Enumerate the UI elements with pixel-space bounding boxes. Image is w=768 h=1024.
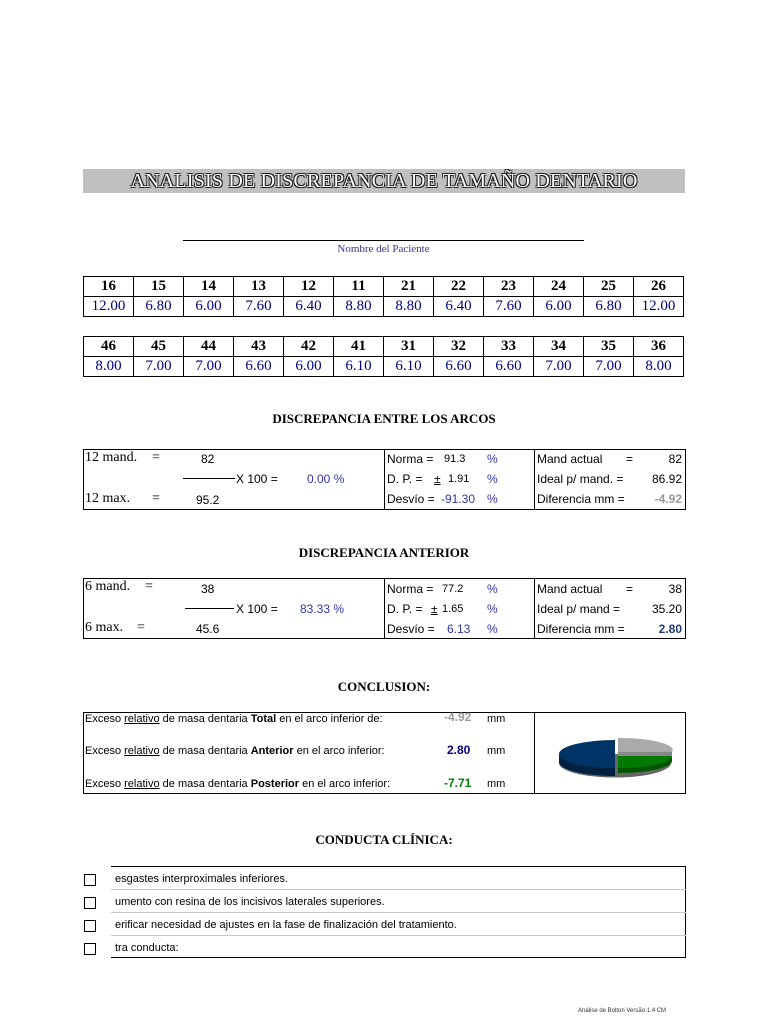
total-fraction-line (183, 478, 235, 479)
anterior-ideal-value: 35.20 (651, 602, 682, 616)
patient-name-line[interactable] (183, 240, 584, 241)
lower-tooth-number: 33 (484, 337, 534, 357)
upper-teeth-table (83, 276, 684, 317)
discrepancy-pie-graphic (555, 736, 675, 782)
total-mand-actual-label: Mand actual (537, 452, 603, 466)
lower-tooth-width: 6.60 (234, 357, 284, 377)
total-norma-value: 91.3 (444, 453, 466, 465)
lower-tooth-number: 36 (634, 337, 684, 357)
upper-tooth-width: 7.60 (234, 297, 284, 317)
upper-tooth-number: 13 (234, 277, 284, 297)
upper-tooth-number: 12 (284, 277, 334, 297)
upper-tooth-number: 25 (584, 277, 634, 297)
option-checkbox-1[interactable] (84, 874, 96, 886)
lower-tooth-width: 6.10 (384, 357, 434, 377)
anterior-dp-value: 1.65 (442, 603, 464, 615)
upper-tooth-width: 12.00 (634, 297, 684, 317)
option-label-4: tra conducta: (115, 942, 179, 954)
upper-tooth-width: 6.00 (184, 297, 234, 317)
total-divider-2 (534, 449, 535, 510)
option-label-2: umento con resina de los incisivos laterales superiores. (115, 896, 385, 908)
total-diff-label: Diferencia mm = (537, 492, 625, 506)
conducta-divider-3 (111, 935, 686, 936)
anterior-mand-actual-eq: = (626, 582, 634, 596)
lower-tooth-number: 34 (534, 337, 584, 357)
lower-tooth-width: 7.00 (534, 357, 584, 377)
lower-tooth-number: 32 (434, 337, 484, 357)
option-checkbox-2[interactable] (84, 897, 96, 909)
patient-name-label: Nombre del Paciente (337, 243, 430, 255)
total-ratio: 0.00 % (307, 472, 345, 486)
anterior-dp-pct: % (487, 602, 498, 616)
lower-tooth-number: 42 (284, 337, 334, 357)
anterior-dp-label: D. P. = (387, 602, 423, 616)
total-section-title: DISCREPANCIA ENTRE LOS ARCOS (272, 411, 496, 426)
lower-tooth-number: 46 (84, 337, 134, 357)
conclusion-row-anterior: Exceso relativo de masa dentaria Anterior en el arco inferior: (85, 745, 385, 757)
lower-tooth-number: 41 (334, 337, 384, 357)
upper-tooth-number: 23 (484, 277, 534, 297)
upper-tooth-width: 6.80 (584, 297, 634, 317)
upper-tooth-width: 8.80 (334, 297, 384, 317)
lower-tooth-number: 31 (384, 337, 434, 357)
lower-tooth-number: 44 (184, 337, 234, 357)
lower-teeth-table (83, 336, 684, 377)
total-mand-label: 12 mand. (85, 450, 138, 465)
lower-tooth-width: 7.00 (584, 357, 634, 377)
conducta-title: CONDUCTA CLÍNICA: (315, 832, 453, 847)
anterior-fraction-line (185, 608, 234, 609)
lower-tooth-width: 6.10 (334, 357, 384, 377)
total-dp-pm: ± (434, 472, 441, 486)
upper-tooth-number: 26 (634, 277, 684, 297)
upper-tooth-number: 14 (184, 277, 234, 297)
anterior-diff-value: 2.80 (658, 622, 682, 636)
upper-tooth-width: 12.00 (84, 297, 134, 317)
conclusion-row-total: Exceso relativo de masa dentaria Total en el arco inferior de: (85, 713, 383, 725)
anterior-ratio: 83.33 % (300, 602, 345, 616)
total-ideal-label: Ideal p/ mand. = (537, 472, 624, 486)
anterior-mand-eq: = (145, 579, 153, 594)
total-desvio-value: -91.30 (441, 492, 476, 506)
lower-tooth-width: 7.00 (134, 357, 184, 377)
conclusion-row-posterior: Exceso relativo de masa dentaria Posterior en el arco inferior: (85, 778, 391, 790)
upper-tooth-width: 6.40 (284, 297, 334, 317)
anterior-norma-label: Norma = (387, 582, 434, 596)
conclusion-posterior-value: -7.71 (444, 776, 472, 790)
upper-tooth-number: 21 (384, 277, 434, 297)
title-bar (83, 169, 685, 193)
conclusion-total-value: -4.92 (444, 710, 472, 724)
pie-slice-grey-side (618, 752, 672, 756)
option-label-3: erificar necesidad de ajustes en la fase de finalización del tratamiento. (115, 919, 457, 931)
total-desvio-label: Desvío = (387, 492, 435, 506)
upper-tooth-width: 6.80 (134, 297, 184, 317)
conducta-divider-2 (111, 912, 686, 913)
total-norma-label: Norma = (387, 452, 434, 466)
lower-tooth-number: 45 (134, 337, 184, 357)
pie-slice-grey (618, 738, 673, 752)
anterior-divider-2 (534, 578, 535, 639)
total-desvio-pct: % (487, 492, 498, 506)
anterior-mand-value: 38 (201, 582, 215, 596)
total-divider-1 (384, 449, 385, 510)
anterior-section-title: DISCREPANCIA ANTERIOR (298, 545, 470, 560)
conclusion-anterior-value: 2.80 (447, 743, 471, 757)
anterior-x100: X 100 = (236, 602, 278, 616)
lower-tooth-width: 7.00 (184, 357, 234, 377)
anterior-mand-actual-label: Mand actual (537, 582, 603, 596)
total-dp-value: 1.91 (448, 473, 470, 485)
anterior-max-value: 45.6 (196, 622, 220, 636)
total-dp-pct: % (487, 472, 498, 486)
option-checkbox-4[interactable] (84, 943, 96, 955)
lower-tooth-width: 8.00 (84, 357, 134, 377)
upper-tooth-width: 6.00 (534, 297, 584, 317)
option-checkbox-3[interactable] (84, 920, 96, 932)
anterior-dp-pm: ± (431, 602, 438, 616)
anterior-diff-label: Diferencia mm = (537, 622, 625, 636)
conclusion-total-unit: mm (487, 713, 506, 725)
anterior-desvio-pct: % (487, 622, 498, 636)
lower-tooth-width: 6.60 (484, 357, 534, 377)
conclusion-posterior-unit: mm (487, 778, 506, 790)
lower-tooth-width: 8.00 (634, 357, 684, 377)
total-x100: X 100 = (236, 472, 278, 486)
total-mand-actual-eq: = (626, 452, 634, 466)
upper-tooth-width: 8.80 (384, 297, 434, 317)
option-label-1: esgastes interproximales inferiores. (115, 873, 289, 885)
total-mand-actual-value: 82 (668, 452, 682, 466)
anterior-norma-pct: % (487, 582, 498, 596)
anterior-desvio-value: 6.13 (447, 622, 471, 636)
lower-tooth-number: 43 (234, 337, 284, 357)
conclusion-title: CONCLUSION: (337, 679, 431, 694)
anterior-mand-label: 6 mand. (85, 579, 131, 594)
lower-tooth-number: 35 (584, 337, 634, 357)
total-max-eq: = (152, 491, 160, 506)
anterior-norma-value: 77.2 (442, 583, 464, 595)
total-mand-value: 82 (201, 452, 215, 466)
anterior-ideal-label: Ideal p/ mand = (537, 602, 621, 616)
upper-tooth-number: 15 (134, 277, 184, 297)
lower-tooth-width: 6.00 (284, 357, 334, 377)
upper-tooth-number: 16 (84, 277, 134, 297)
upper-tooth-width: 6.40 (434, 297, 484, 317)
conclusion-anterior-unit: mm (487, 745, 506, 757)
total-max-label: 12 max. (85, 491, 131, 506)
total-ideal-value: 86.92 (651, 472, 682, 486)
upper-tooth-width: 7.60 (484, 297, 534, 317)
anterior-mand-actual-value: 38 (668, 582, 682, 596)
conclusion-divider (534, 712, 535, 794)
footer-version: Análise de Bolton Versão 1.4 CM (578, 1008, 667, 1014)
total-norma-pct: % (487, 452, 498, 466)
page-title: ANALISIS DE DISCREPANCIA DE TAMAÑO DENTARIO (130, 170, 638, 192)
anterior-max-eq: = (137, 620, 145, 635)
anterior-max-label: 6 max. (85, 620, 124, 635)
conducta-divider-1 (111, 889, 686, 890)
upper-tooth-number: 22 (434, 277, 484, 297)
upper-tooth-number: 24 (534, 277, 584, 297)
lower-tooth-width: 6.60 (434, 357, 484, 377)
total-max-value: 95.2 (196, 493, 220, 507)
total-dp-label: D. P. = (387, 472, 423, 486)
anterior-divider-1 (384, 578, 385, 639)
total-diff-value: -4.92 (654, 492, 682, 506)
upper-tooth-number: 11 (334, 277, 384, 297)
total-mand-eq: = (152, 450, 160, 465)
anterior-desvio-label: Desvío = (387, 622, 435, 636)
